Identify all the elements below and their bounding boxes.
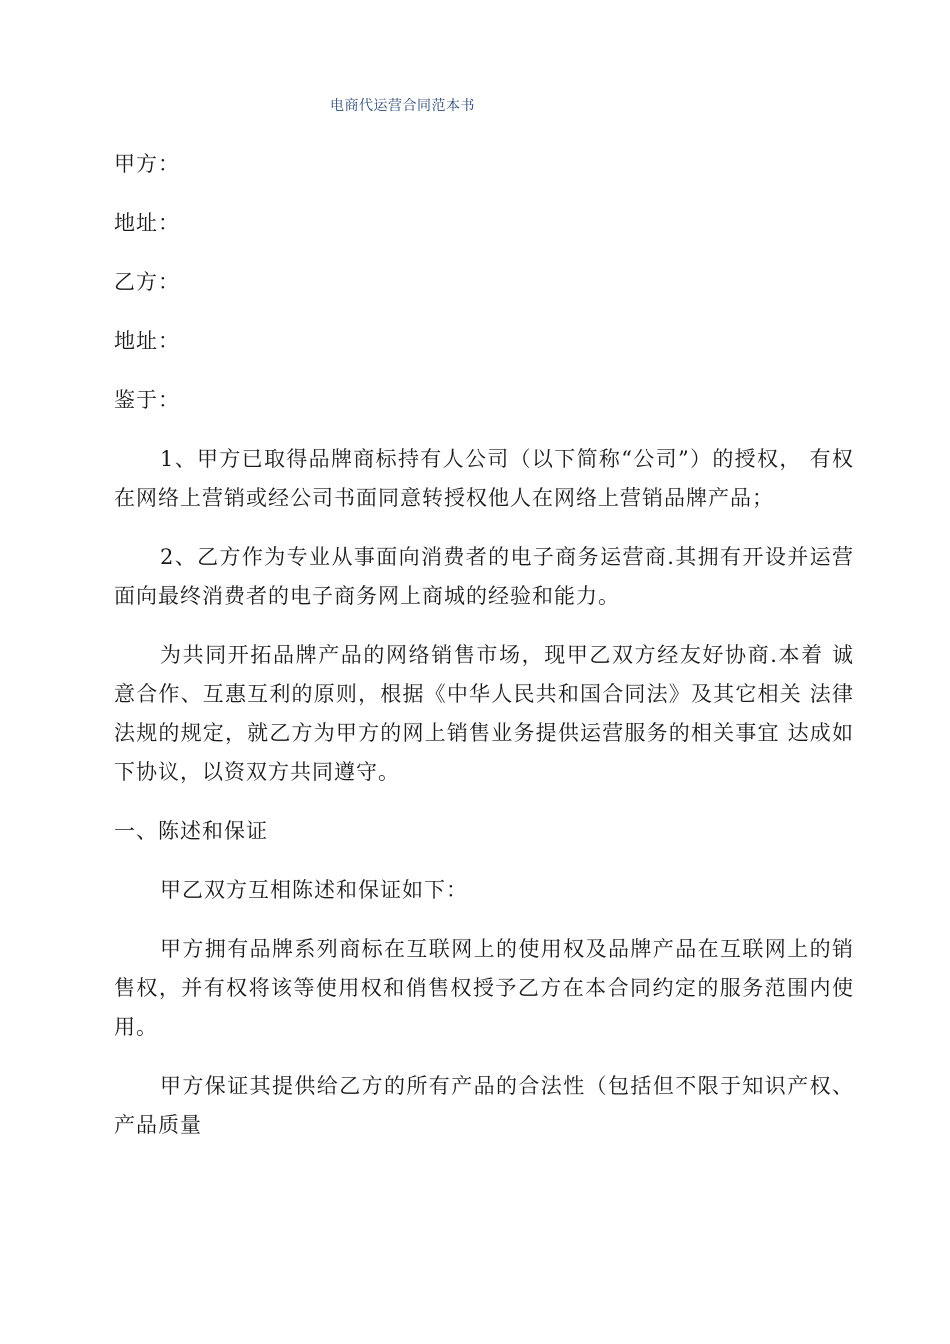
- party-a-label: 甲方：: [114, 152, 180, 176]
- party-b-label: 乙方：: [114, 270, 180, 294]
- party-a-address-label: 地址：: [114, 211, 180, 235]
- whereas-paragraph-1: 1、甲方已取得品牌商标持有人公司（以下简称“公司”）的授权， 有权在网络上营销或经公司书面同意转授权他人在网络上营销品牌产品；: [114, 447, 854, 510]
- section-1-paragraph-1: 甲乙双方互相陈述和保证如下：: [160, 878, 468, 902]
- section-1-paragraph-3: 甲方保证其提供给乙方的所有产品的合法性（包括但不限于知识产权、产品质量: [114, 1074, 854, 1137]
- agreement-purpose-paragraph: 为共同开拓品牌产品的网络销售市场，现甲乙双方经友好协商.本着 诚意合作、互惠互利的原则，根据《中华人民共和国合同法》及其它相关 法律法规的规定，就乙方为甲方的网上销售业务提供运营服务的相关事宜 达成如下协议，以资双方共同遵守。: [114, 643, 854, 784]
- whereas-paragraph-2: 2、乙方作为专业从事面向消费者的电子商务运营商.其拥有开设并运营面向最终消费者的电子商务网上商城的经验和能力。: [114, 545, 854, 608]
- section-1-paragraph-2: 甲方拥有品牌系列商标在互联网上的使用权及品牌产品在互联网上的销售权，并有权将该等使用权和俏售权授予乙方在本合同约定的服务范围内使用。: [114, 937, 854, 1039]
- whereas-label: 鉴于：: [114, 388, 180, 412]
- document-header-title: 电商代运营合同范本书: [330, 98, 475, 114]
- section-1-title: 一、陈述和保证: [114, 819, 268, 843]
- document-body: [114, 145, 854, 1165]
- party-b-address-label: 地址：: [114, 329, 180, 353]
